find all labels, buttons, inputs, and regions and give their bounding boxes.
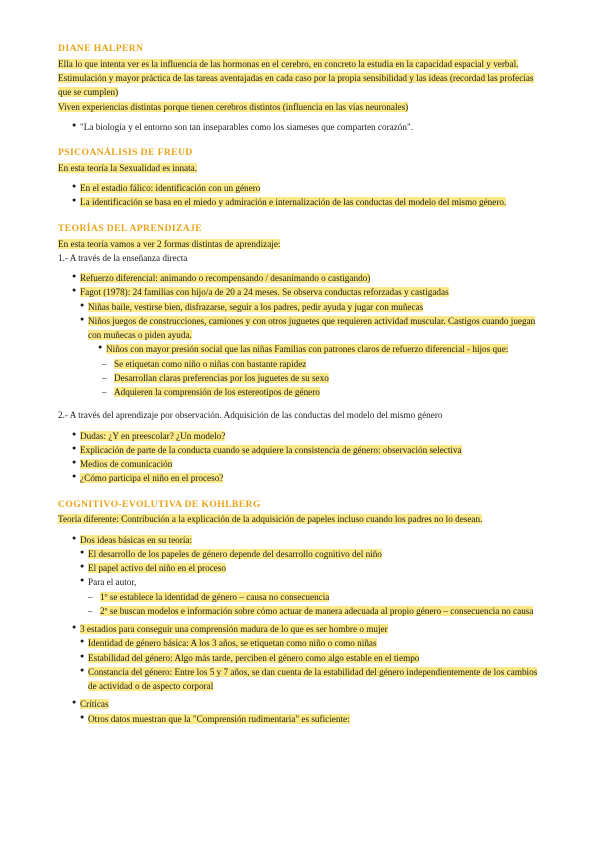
bullet-icon: ● <box>72 272 77 281</box>
list-item: ● Estabilidad del género: Algo más tarde, perciben el género como algo estable en el tiempo <box>80 651 420 663</box>
bullet-icon: ● <box>98 343 103 352</box>
bullet-icon: ● <box>80 562 85 571</box>
list-item: ● 3 estadios para conseguir una comprensión madura de lo que es ser hombre o mujer <box>72 623 388 635</box>
list-item: – 2º se buscan modelos e información sobre cómo actuar de manera adecuada al propio género – consecuencia no causa <box>58 604 542 618</box>
bullet-icon: ● <box>80 547 85 556</box>
list-item: ● El papel activo del niño en el proceso <box>80 562 227 574</box>
kohlberg-intro: Teoría diferente: Contribución a la explicación de la adquisición de papeles incluso cuando los padres no lo desean. <box>58 514 483 525</box>
bullet-icon: ● <box>72 533 77 542</box>
list-item: ● En el estadio fálico: identificación con un género <box>72 182 261 194</box>
halpern-paragraph-2: Estimulación y mayor práctica de las tareas aventajadas en cada caso por la propia sensibilidad y las ideas (recordad las profecías que se cumplen) <box>58 73 534 98</box>
freud-paragraph-1: En esta teoría la Sexualidad es innata. <box>58 162 198 173</box>
bullet-icon: ● <box>72 472 77 481</box>
aprendizaje-section-1: 1.- A través de la enseñanza directa <box>58 252 188 263</box>
heading-psicoanalisis-freud: PSICOANÁLISIS DE FREUD <box>58 147 193 159</box>
dash-icon: – <box>102 358 107 369</box>
list-item: ● El desarrollo de los papeles de género depende del desarrollo cognitivo del niño <box>80 547 382 559</box>
halpern-paragraph-3: Viven experiencias distintas porque tienen cerebros distintos (influencia en las vías neuronales) <box>58 101 409 112</box>
bullet-icon: ● <box>80 665 85 674</box>
halpern-list <box>58 120 542 134</box>
list-item: ● Críticas <box>72 698 109 710</box>
list-item: ● Identidad de género básica: A los 3 años, se etiquetan como niño o como niñas <box>80 637 377 649</box>
dash-icon: – <box>102 372 107 383</box>
dash-icon: – <box>102 387 107 398</box>
list-item: ● Otros datos muestran que la "Comprensión rudimentaria" es suficiente: <box>80 712 350 724</box>
bullet-icon: ● <box>72 182 77 191</box>
list-item: ● Medios de comunicación <box>72 458 173 470</box>
bullet-icon: ● <box>72 443 77 452</box>
aprendizaje-intro: En esta teoría vamos a ver 2 formas distintas de aprendizaje: <box>58 238 281 249</box>
bullet-icon: ● <box>80 300 85 309</box>
bullet-icon: ● <box>80 314 85 323</box>
list-item: ● Explicación de parte de la conducta cuando se adquiere la consistencia de género: observación selectiva <box>72 443 462 455</box>
bullet-icon: ● <box>80 651 85 660</box>
dash-icon: – <box>88 591 93 602</box>
list-item: ● ¿Cómo participa el niño en el proceso? <box>72 472 224 484</box>
bullet-icon: ● <box>80 576 85 585</box>
dash-icon: – <box>88 605 93 616</box>
bullet-icon: ● <box>80 712 85 721</box>
bullet-icon: ● <box>72 623 77 632</box>
bullet-icon: ● <box>80 637 85 646</box>
list-item: – Desarrollan claras preferencias por los juguetes de su sexo <box>58 371 542 385</box>
list-item: ● Niños juegos de construcciones, camiones y con otros juguetes que requieren actividad muscular. Castigos cuando juegan con muñecas o piden ayuda. <box>80 314 536 341</box>
list-item: ● Niñas baile, vestirse bien, disfrazarse, seguir a los padres, pedir ayuda y jugar con muñecas <box>80 300 424 312</box>
kohlberg-list <box>58 533 542 726</box>
halpern-paragraph-1: Ella lo que intenta ver es la influencia de las hormonas en el cerebro, en concreto la estudia en la capacidad espacial y verbal. <box>58 58 519 69</box>
bullet-icon: ● <box>72 120 77 129</box>
list-item: – 1º se establece la identidad de género – causa no consecuencia <box>58 590 542 604</box>
list-item: – Se etiquetan como niño o niñas con bastante rapidez <box>58 357 542 371</box>
list-item: ● Constancia del género: Entre los 5 y 7 años, se dan cuenta de la estabilidad del género independientemente de los cambios de actividad o de aspecto corporal <box>80 665 538 692</box>
list-item: ● Refuerzo diferencial: animando o recompensando / desanimando o castigando) <box>72 272 371 284</box>
list-item: – Adquieren la comprensión de los estereotipos de género <box>58 385 542 399</box>
aprendizaje-list-2 <box>58 429 542 486</box>
list-item: ● "La biología y el entorno son tan inseparables como los siameses que comparten corazón". <box>72 120 414 132</box>
aprendizaje-list-1 <box>58 271 542 399</box>
list-item: ● La identificación se basa en el miedo y admiración e internalización de las conductas del modelo del mismo género. <box>72 196 507 208</box>
bullet-icon: ● <box>72 698 77 707</box>
list-item: ● Fagot (1978): 24 familias con hijo/a de 20 a 24 meses. Se observa conductas reforzadas y castigadas <box>72 286 449 298</box>
bullet-icon: ● <box>72 429 77 438</box>
freud-list <box>58 181 542 210</box>
aprendizaje-section-2: 2.- A través del aprendizaje por observación. Adquisición de las conductas del modelo del mismo género <box>58 410 443 421</box>
heading-teorias-aprendizaje: TEORÍAS DEL APRENDIZAJE <box>58 222 203 234</box>
heading-kohlberg: COGNITIVO-EVOLUTIVA DE KOHLBERG <box>58 498 261 510</box>
bullet-icon: ● <box>72 196 77 205</box>
list-item: ● Dos ideas básicas en su teoría: <box>72 533 193 545</box>
bullet-icon: ● <box>72 458 77 467</box>
bullet-icon: ● <box>72 286 77 295</box>
list-item: ● Niños con mayor presión social que las niñas Familias con patrones claros de refuerzo diferencial - hijos que: <box>98 343 509 355</box>
list-item: ● Para el autor, <box>80 576 137 588</box>
list-item: ● Dudas: ¿Y en preescolar? ¿Un modelo? <box>72 429 226 441</box>
heading-diane-halpern: DIANE HALPERN <box>58 43 144 54</box>
